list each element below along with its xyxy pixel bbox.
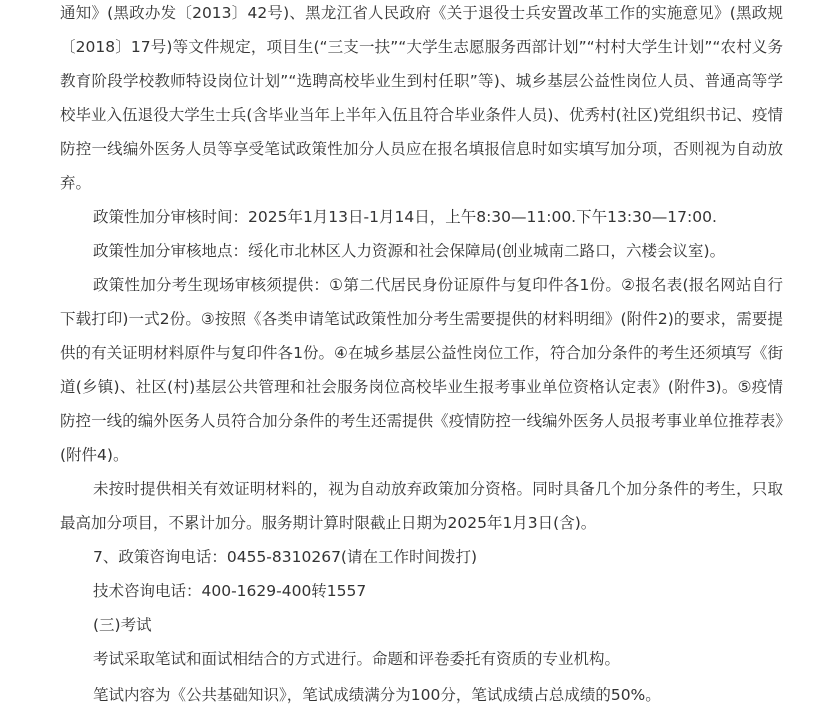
paragraph-review-time: 政策性加分审核时间：2025年1月13日-1月14日，上午8:30—11:00.下午13:30—17:00. bbox=[93, 208, 717, 226]
paragraph-tech-hotline: 技术咨询电话：400-1629-400转1557 bbox=[93, 582, 367, 600]
paragraph-written-exam-partial: 笔试内容为《公共基础知识》，笔试成绩满分为100分，笔试成绩占总成绩的50%。 bbox=[93, 686, 661, 704]
paragraph-bonus-policy-basis: 通知》(黑政办发〔2013〕42号)、黑龙江省人民政府《关于退役士兵安置改革工作的实施意见》(黑政规〔2018〕17号)等文件规定，项目生(“三支一扶”“大学生志愿服务西部计划”“村村大学生计划”“农村义务教育阶段学校教师特设岗位计划”“选聘高校毕业生到村任职”等)、城乡基层公益性岗位人员、普通高等学校毕业入伍退役大学生士兵(含毕业当年上半年入伍且符合毕业条件人员)、优秀村(社区)党组织书记、疫情防控一线编外医务人员等享受笔试政策性加分人员应在报名填报信息时如实填写加分项，否则视为自动放弃。 bbox=[60, 4, 783, 192]
section-heading-exam: (三)考试 bbox=[93, 616, 152, 634]
paragraph-review-location: 政策性加分审核地点：绥化市北林区人力资源和社会保障局(创业城南二路口，六楼会议室)。 bbox=[93, 242, 726, 260]
paragraph-late-materials: 未按时提供相关有效证明材料的，视为自动放弃政策加分资格。同时具备几个加分条件的考生，只取最高加分项目，不累计加分。服务期计算时限截止日期为2025年1月3日(含)。 bbox=[60, 480, 783, 532]
paragraph-policy-hotline: 7、政策咨询电话：0455-8310267(请在工作时间拨打) bbox=[93, 548, 478, 566]
paragraph-review-materials: 政策性加分考生现场审核须提供：①第二代居民身份证原件与复印件各1份。②报名表(报名网站自行下载打印)一式2份。③按照《各类申请笔试政策性加分考生需要提供的材料明细》(附件2)的要求，需要提供的有关证明材料原件与复印件各1份。④在城乡基层公益性岗位工作，符合加分条件的考生还须填写《街道(乡镇)、社区(村)基层公共管理和社会服务岗位高校毕业生报考事业单位资格认定表》(附件3)。⑤疫情防控一线的编外医务人员符合加分条件的考生还需提供《疫情防控一线编外医务人员报考事业单位推荐表》(附件4)。 bbox=[60, 276, 783, 464]
paragraph-exam-method: 考试采取笔试和面试相结合的方式进行。命题和评卷委托有资质的专业机构。 bbox=[93, 650, 621, 668]
